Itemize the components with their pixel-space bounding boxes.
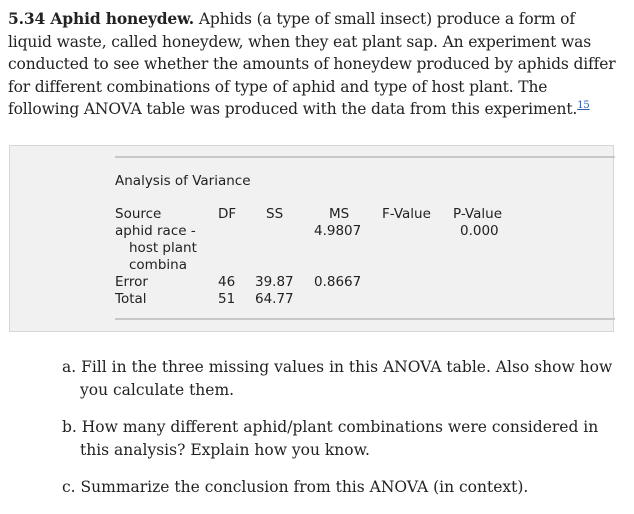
row-total-df: 51	[218, 291, 236, 307]
footnote-link[interactable]: 15	[577, 100, 590, 112]
question-c: c. Summarize the conclusion from this ANOVA (in context).	[62, 478, 529, 497]
header-ms: MS	[329, 206, 350, 222]
bottom-rule	[115, 318, 615, 320]
problem-intro	[8, 8, 622, 121]
row-total-ss: 64.77	[255, 291, 294, 307]
anova-title: Analysis of Variance	[115, 173, 251, 189]
row-error-source: Error	[115, 274, 148, 290]
question-a: a. Fill in the three missing values in this ANOVA table. Also show how you calculate them.	[62, 358, 613, 399]
header-ss: SS	[266, 206, 284, 222]
top-rule	[115, 156, 615, 158]
problem-heading: 5.34 Aphid honeydew.	[8, 9, 195, 28]
problem-body: Aphids (a type of small insect) produce a form of liquid waste, called honeydew, when they eat plant sap. An experiment was conducted to see whether the amounts of honeydew produced by aphids differ for different combinations of type of aphid and type of host plant. The following ANOVA table was produced with the data from this experiment.	[8, 10, 616, 119]
row-treatment-ms: 4.9807	[314, 223, 362, 239]
header-df: DF	[218, 206, 237, 222]
header-p: P-Value	[453, 206, 502, 222]
row-treatment-source-2: host plant	[129, 240, 197, 256]
row-error-ss: 39.87	[255, 274, 294, 290]
row-error-ms: 0.8667	[314, 274, 362, 290]
header-f: F-Value	[382, 206, 431, 222]
header-source: Source	[115, 206, 162, 222]
question-b: b. How many different aphid/plant combinations were considered in this analysis? Explain how you know.	[62, 418, 599, 459]
row-treatment-source-3: combina	[129, 257, 187, 273]
anova-output-panel	[9, 145, 614, 332]
row-total-source: Total	[115, 291, 147, 307]
row-error-df: 46	[218, 274, 236, 290]
question-list	[62, 356, 622, 514]
row-treatment-p: 0.000	[460, 223, 499, 239]
row-treatment-source-1: aphid race -	[115, 223, 196, 239]
